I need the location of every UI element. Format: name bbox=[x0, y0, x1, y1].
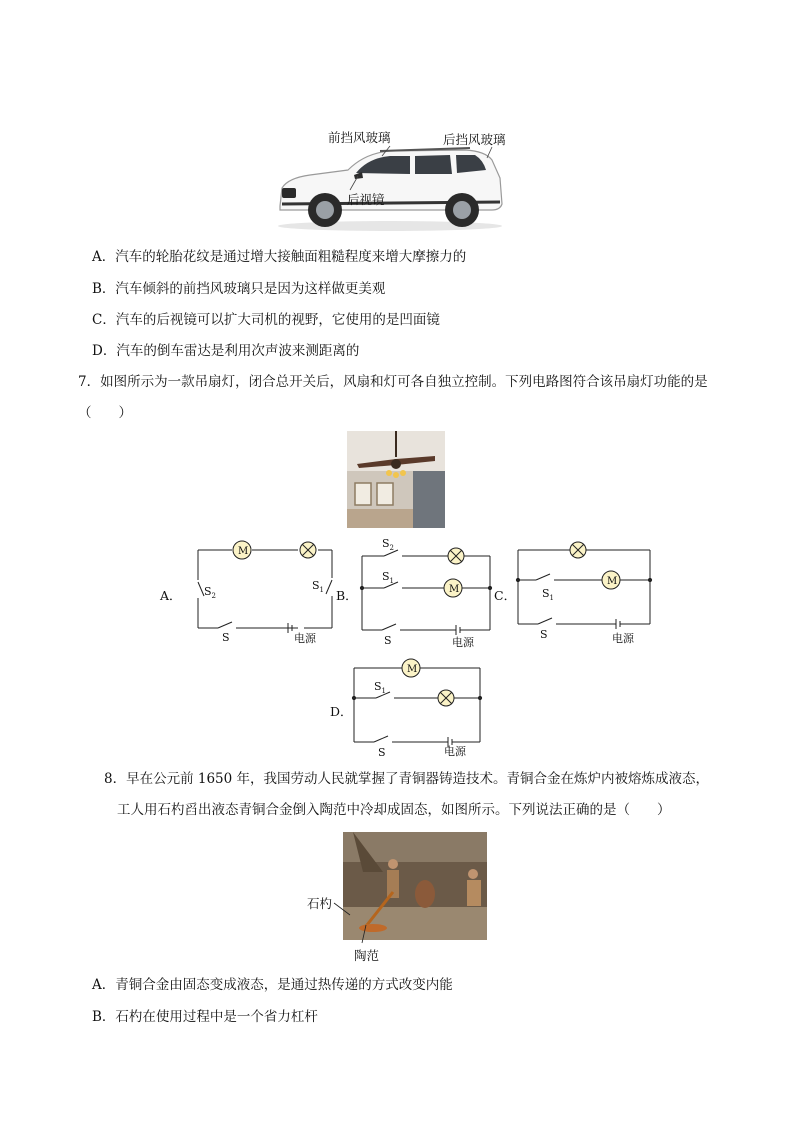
circuit-d-motor-label: M bbox=[407, 664, 418, 675]
circuit-d bbox=[328, 656, 488, 762]
ceiling-fan-photo bbox=[347, 431, 445, 528]
circuit-a-s2: $S_2$ bbox=[204, 585, 217, 601]
circuit-d-power: 电源 bbox=[444, 745, 466, 758]
car-label-front-windshield: 前挡风玻璃 bbox=[328, 130, 391, 145]
label-pottery-mold: 陶范 bbox=[354, 948, 380, 963]
q6-option-b: B．汽车倾斜的前挡风玻璃只是因为这样做更美观 bbox=[92, 281, 386, 297]
circuit-d-letter: D． bbox=[330, 704, 353, 719]
circuit-a-power: 电源 bbox=[294, 632, 316, 645]
q7-stem: 7．如图所示为一款吊扇灯，闭合总开关后，风扇和灯可各自独立控制。下列电路图符合该吊扇灯功能的是 bbox=[78, 374, 708, 390]
circuit-b-s2: $S_2$ bbox=[382, 537, 395, 553]
circuit-c-power: 电源 bbox=[612, 632, 634, 645]
car-label-rear-windshield: 后挡风玻璃 bbox=[443, 132, 506, 147]
q8-option-a: A．青铜合金由固态变成液态，是通过热传递的方式改变内能 bbox=[92, 977, 453, 993]
circuit-a-s: S bbox=[222, 631, 230, 644]
circuit-a bbox=[160, 538, 342, 648]
circuit-b bbox=[336, 538, 496, 650]
circuit-c-letter: C． bbox=[494, 588, 517, 603]
circuit-b-s: S bbox=[384, 634, 392, 647]
q7-paren: （ ） bbox=[78, 405, 132, 421]
circuit-a-letter: A． bbox=[160, 588, 182, 603]
q8-stem-line2: 工人用石杓舀出液态青铜合金倒入陶范中冷却成固态，如图所示。下列说法正确的是（ ） bbox=[117, 802, 671, 818]
circuit-c-s: S bbox=[540, 628, 548, 641]
circuit-a-motor-label: M bbox=[238, 546, 249, 557]
circuit-c bbox=[492, 538, 662, 648]
circuit-b-s1: $S_1$ bbox=[382, 570, 395, 586]
circuit-b-motor-label: M bbox=[449, 584, 460, 595]
photo-leader-lines bbox=[330, 895, 370, 945]
circuit-b-power: 电源 bbox=[452, 636, 474, 649]
label-stone-spoon: 石杓 bbox=[307, 896, 333, 911]
circuit-a-s1: $S_1$ bbox=[312, 579, 325, 595]
circuit-d-s1: $S_1$ bbox=[374, 680, 387, 696]
q6-option-d: D．汽车的倒车雷达是利用次声波来测距离的 bbox=[92, 343, 360, 359]
circuit-b-letter: B． bbox=[336, 588, 358, 603]
q8-stem-line1: 8．早在公元前 1650 年，我国劳动人民就掌握了青铜器铸造技术。青铜合金在炼炉内被熔炼成液态， bbox=[104, 771, 710, 787]
circuit-c-s1: $S_1$ bbox=[542, 587, 555, 603]
car-figure bbox=[270, 118, 520, 233]
circuit-c-motor-label: M bbox=[607, 576, 618, 587]
q6-option-a: A．汽车的轮胎花纹是通过增大接触面粗糙程度来增大摩擦力的 bbox=[92, 249, 467, 265]
q8-option-b: B．石杓在使用过程中是一个省力杠杆 bbox=[92, 1009, 318, 1025]
circuit-d-s: S bbox=[378, 746, 386, 759]
q6-option-c: C．汽车的后视镜可以扩大司机的视野，它使用的是凹面镜 bbox=[92, 312, 440, 328]
car-label-mirror: 后视镜 bbox=[347, 192, 385, 207]
